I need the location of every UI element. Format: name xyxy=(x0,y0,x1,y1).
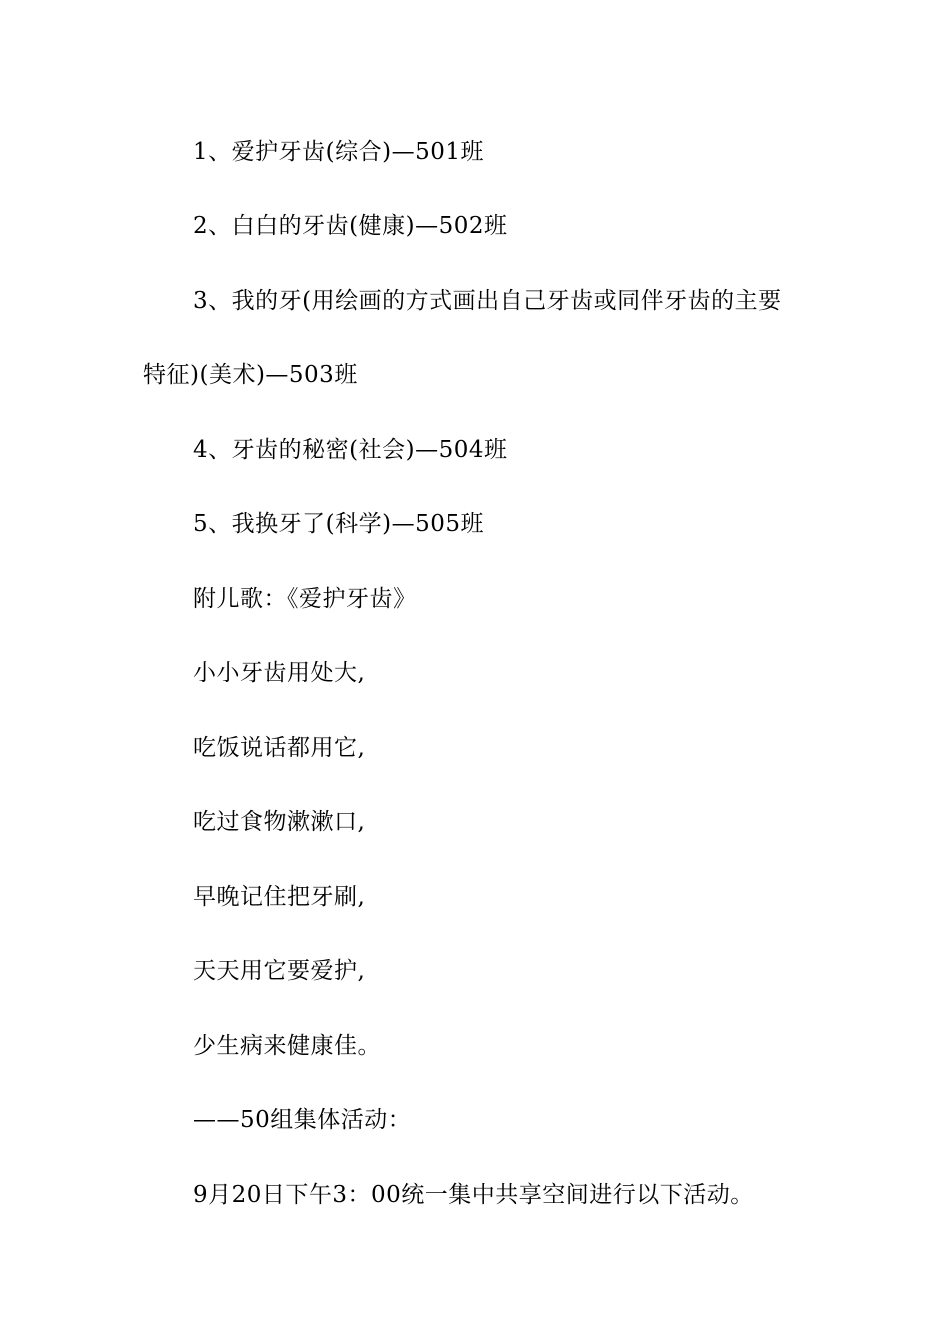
song-line-3: 吃过食物漱漱口, xyxy=(193,809,366,835)
song-line-6: 少生病来健康佳。 xyxy=(193,1033,381,1059)
activity-item-3: 3、我的牙(用绘画的方式画出自己牙齿或同伴牙齿的主要 xyxy=(193,288,782,314)
activity-item-2: 2、白白的牙齿(健康)—502班 xyxy=(193,213,508,239)
activity-item-3-continued: 特征)(美术)—503班 xyxy=(143,362,358,388)
song-line-5: 天天用它要爱护, xyxy=(193,958,366,984)
activity-item-4: 4、牙齿的秘密(社会)—504班 xyxy=(193,437,508,463)
song-line-2: 吃饭说话都用它, xyxy=(193,735,366,761)
activity-item-5: 5、我换牙了(科学)—505班 xyxy=(193,511,484,537)
group-activity-heading: ——50组集体活动： xyxy=(193,1107,412,1133)
song-heading: 附儿歌：《爱护牙齿》 xyxy=(193,586,417,612)
group-activity-schedule: 9月20日下午3：00统一集中共享空间进行以下活动。 xyxy=(193,1182,754,1208)
song-line-4: 早晚记住把牙刷, xyxy=(193,884,366,910)
song-line-1: 小小牙齿用处大, xyxy=(193,660,366,686)
activity-item-1: 1、爱护牙齿(综合)—501班 xyxy=(193,139,484,165)
